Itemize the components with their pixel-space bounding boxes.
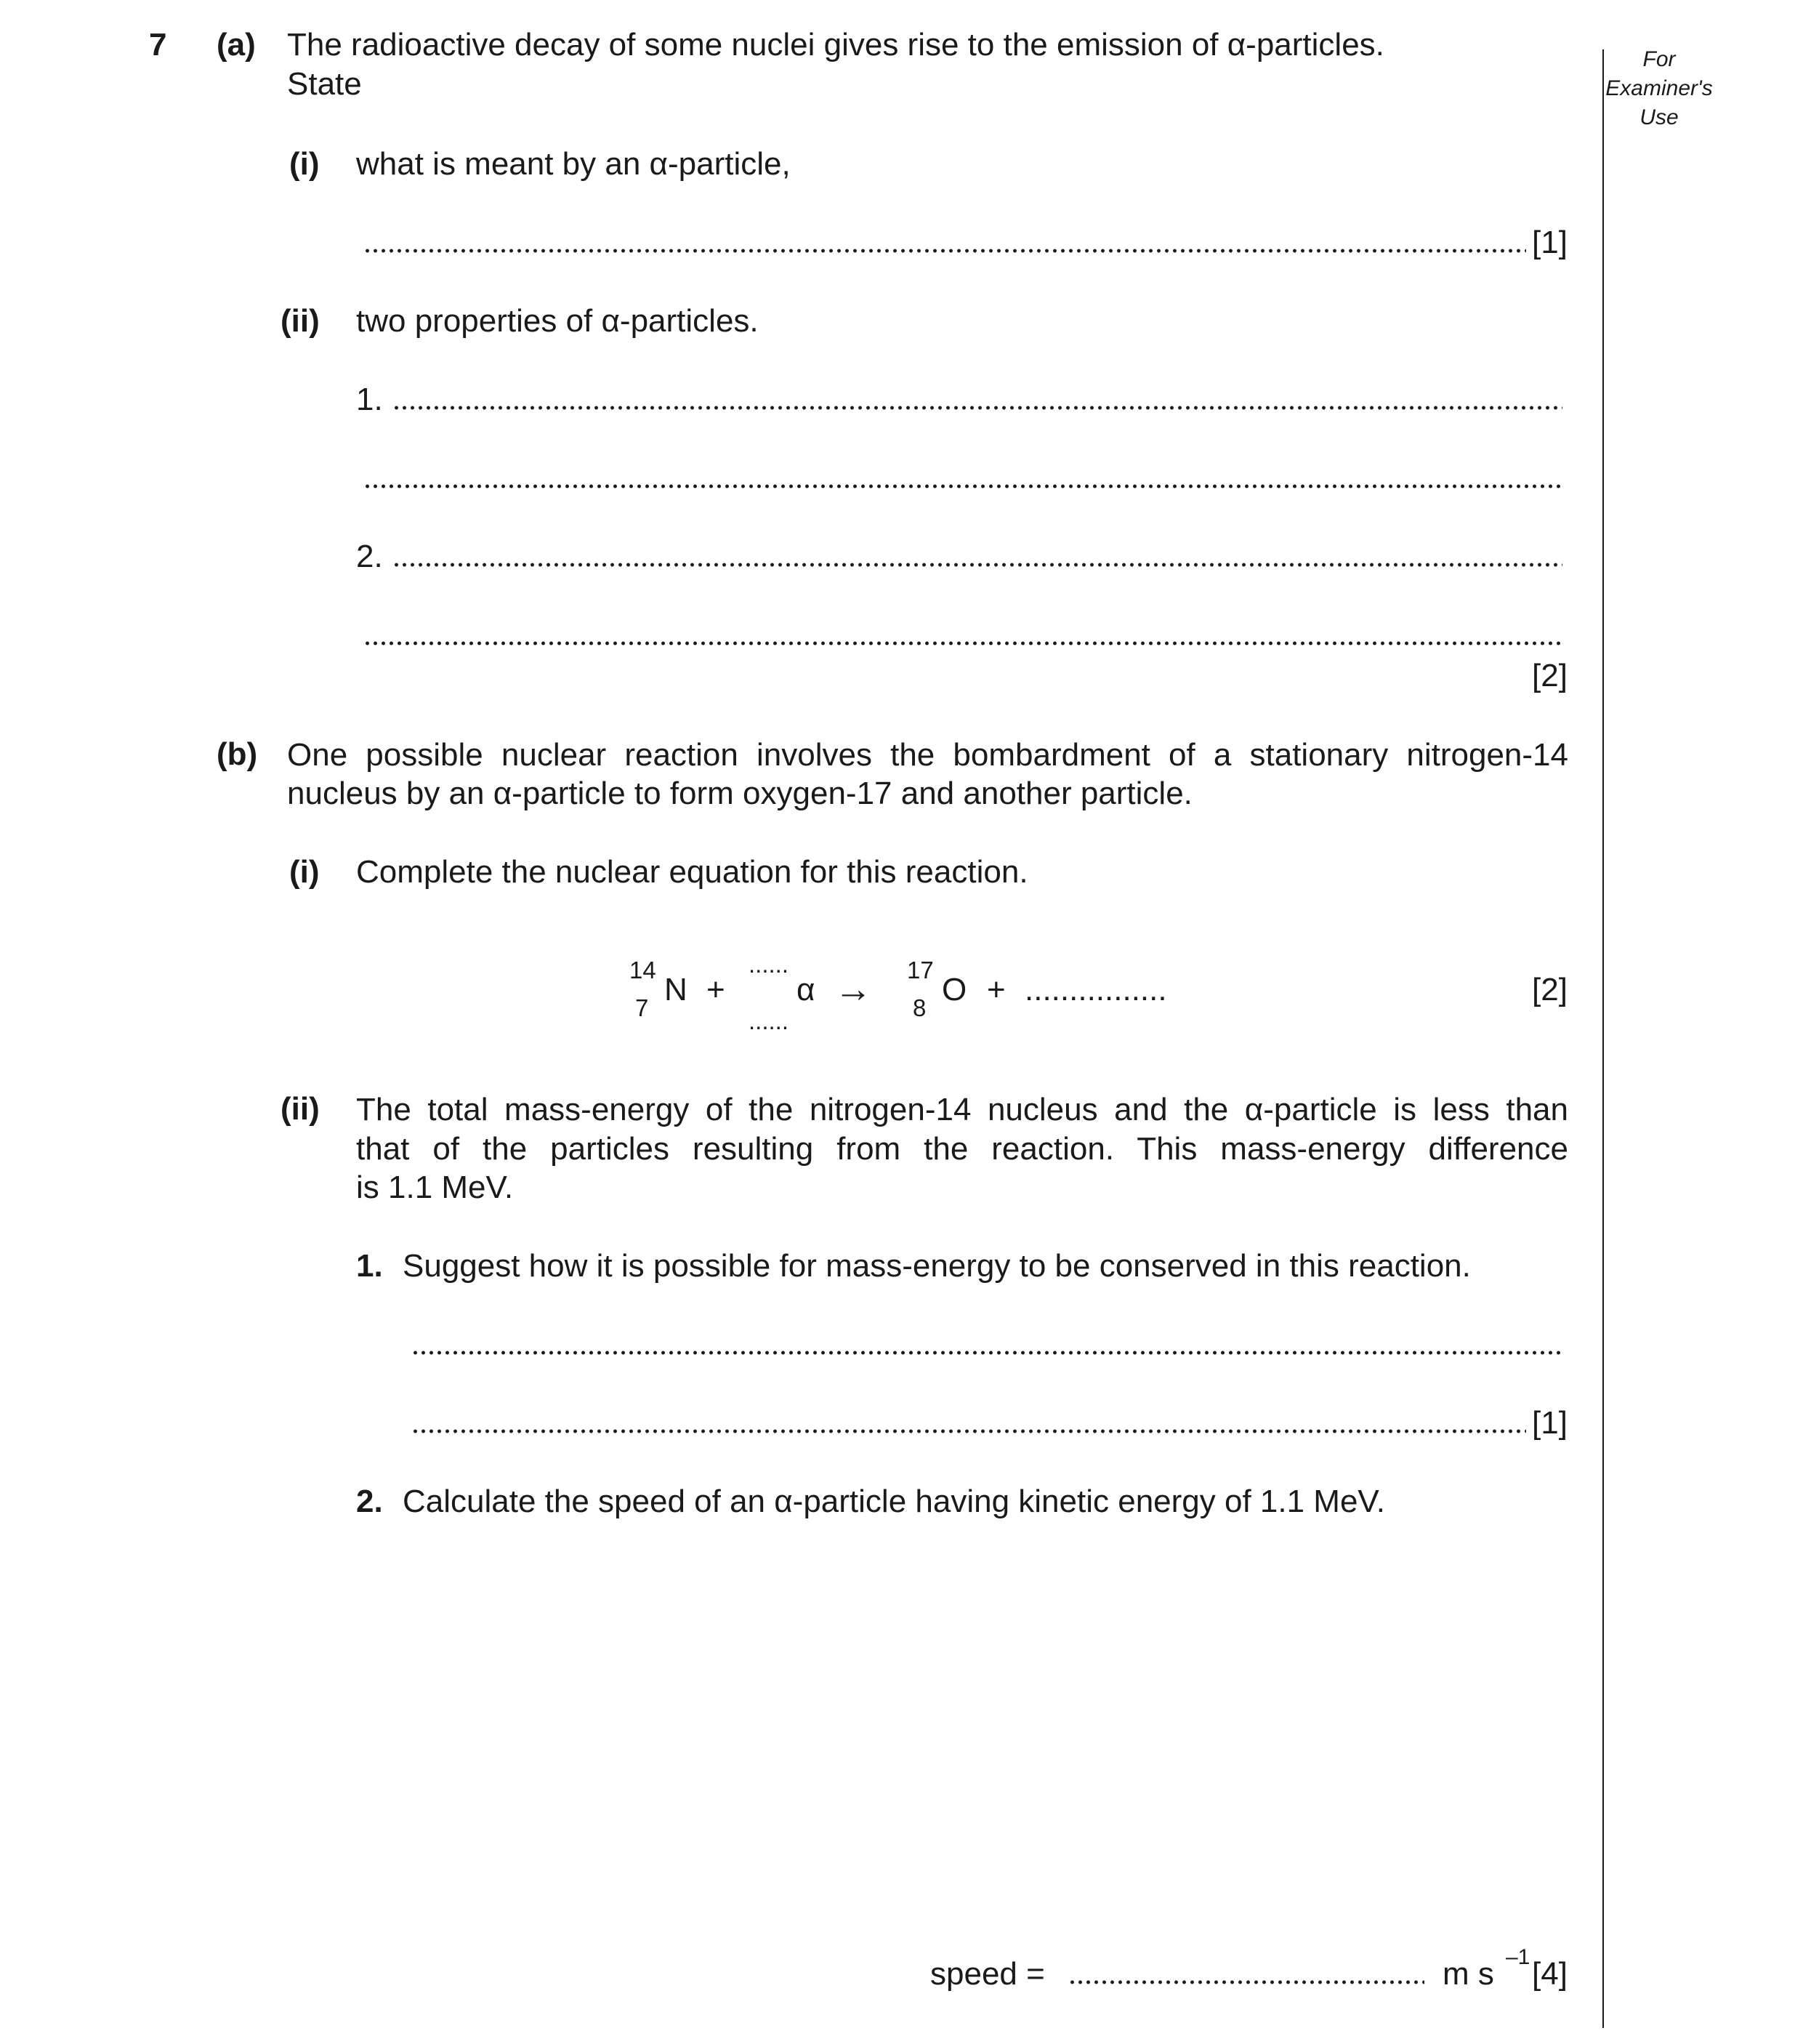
product-particle-blank[interactable]: ................ [1025, 972, 1167, 1007]
part-a-i-text: what is meant by an α-particle, [356, 146, 791, 182]
answer-line-a-ii-2a[interactable] [392, 561, 1562, 568]
speed-answer-field[interactable] [1068, 1979, 1424, 1986]
answer-line-a-ii-1b[interactable] [363, 483, 1562, 490]
speed-unit-exponent: –1 [1506, 1945, 1530, 1969]
part-b-label: (b) [217, 736, 258, 772]
examiner-margin-label-3: Use [1639, 105, 1679, 129]
part-b-ii-text-line1: The total mass-energy of the nitrogen-14 nucleus and the α-particle is less than [356, 1092, 1568, 1127]
nitrogen-atomic-number: 7 [635, 994, 649, 1021]
oxygen-symbol: O [942, 972, 967, 1007]
mark-a-i: [1] [1532, 225, 1568, 260]
examiner-margin-label-1: For [1642, 47, 1676, 71]
property-item-2-number: 2. [356, 539, 383, 574]
answer-line-b-ii-1b[interactable] [411, 1428, 1526, 1435]
mark-b-ii-1: [1] [1532, 1405, 1568, 1441]
part-b-i-text: Complete the nuclear equation for this reaction. [356, 854, 1028, 890]
answer-line-a-ii-2b[interactable] [363, 640, 1562, 647]
part-b-i-label: (i) [289, 854, 320, 890]
plus-sign-1: + [706, 972, 725, 1007]
part-b-ii-text-line2: that of the particles resulting from the reaction. This mass-energy difference [356, 1131, 1568, 1167]
answer-line-a-i[interactable] [363, 247, 1526, 254]
mark-b-i: [2] [1532, 972, 1568, 1007]
sub-question-1-label: 1. [356, 1248, 383, 1284]
speed-unit: m s [1443, 1956, 1494, 1992]
sub-question-2-label: 2. [356, 1484, 383, 1519]
part-b-ii-text-line3: is 1.1 MeV. [356, 1170, 514, 1205]
sub-question-1-text: Suggest how it is possible for mass-energy to be conserved in this reaction. [403, 1248, 1471, 1284]
examiner-margin-line [1602, 49, 1604, 2028]
answer-line-b-ii-1a[interactable] [411, 1349, 1562, 1356]
part-a-ii-text: two properties of α-particles. [356, 303, 759, 339]
part-b-ii-label: (ii) [281, 1091, 320, 1127]
part-a-intro-line1: The radioactive decay of some nuclei gives rise to the emission of α-particles. [287, 27, 1384, 63]
alpha-symbol: α [796, 972, 815, 1007]
question-number: 7 [149, 27, 167, 63]
nitrogen-symbol: N [664, 972, 687, 1007]
oxygen-atomic-number: 8 [913, 994, 927, 1021]
sub-question-2-text: Calculate the speed of an α-particle having kinetic energy of 1.1 MeV. [403, 1484, 1385, 1519]
alpha-atomic-number-blank[interactable]: ...... [749, 1007, 789, 1034]
speed-answer-label: speed = [930, 1956, 1045, 1992]
mark-a-ii: [2] [1532, 658, 1568, 693]
part-b-intro-line1: One possible nuclear reaction involves the bombardment of a stationary nitrogen-14 [287, 737, 1568, 773]
alpha-mass-number-blank[interactable]: ...... [749, 951, 789, 978]
mark-b-ii-2: [4] [1532, 1956, 1568, 1992]
reaction-arrow-icon: → [834, 968, 872, 1010]
part-a-intro-line2: State [287, 66, 362, 102]
part-a-label: (a) [217, 27, 256, 63]
part-a-ii-label: (ii) [281, 303, 320, 339]
part-a-i-label: (i) [289, 146, 320, 182]
oxygen-mass-number: 17 [907, 957, 934, 983]
plus-sign-2: + [987, 972, 1006, 1007]
examiner-margin-label-2: Examiner's [1605, 76, 1713, 100]
property-item-1-number: 1. [356, 382, 383, 417]
part-b-intro-line2: nucleus by an α-particle to form oxygen-17 and another particle. [287, 776, 1193, 811]
answer-line-a-ii-1a[interactable] [392, 404, 1562, 411]
nitrogen-mass-number: 14 [629, 957, 656, 983]
